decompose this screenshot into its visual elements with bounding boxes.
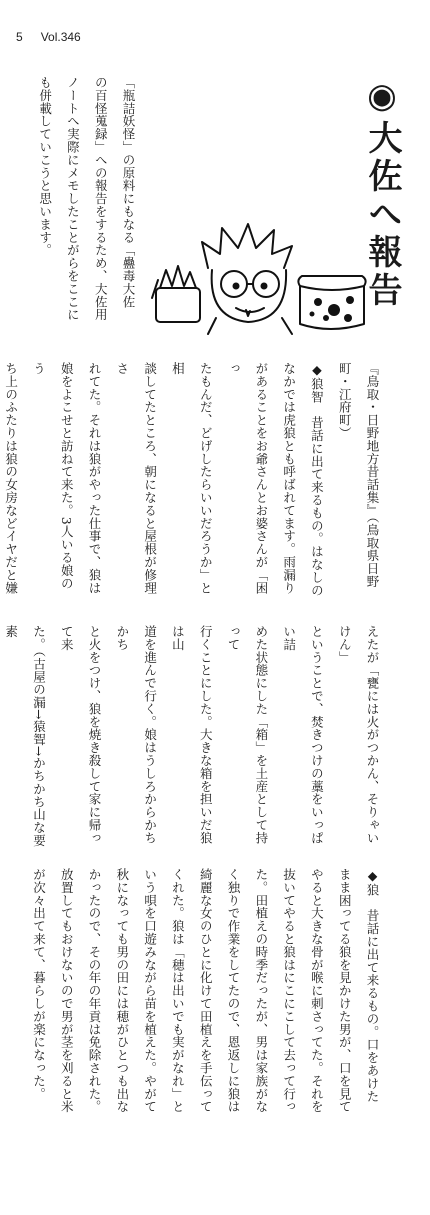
character-illustration <box>150 218 372 336</box>
volume-label: Vol.346 <box>40 30 81 44</box>
page-header <box>16 30 81 44</box>
body-text-row-1: 『鳥取・日野地方昔話集』（鳥取県日野町・江府町） ◆狼智 昔話に出て来るもの。はなしの なかでは虎狼とも呼ばれてます。雨漏り があることをお爺さんとお婆さんが「困っ たもんだ、どげしたらいいだろうか」と相 談してたところ、朝になると屋根が修理さ れてた。それは狼がやった仕事で、狼は 娘をよこせと訪ねて来た。3人いる娘のう ち上のふたりは狼の女房などイヤだと嫌 <box>3 362 380 597</box>
page-number: 5 <box>16 30 23 44</box>
body-text-row-2: えたが「甕には火がつかん、そりゃいけん」 ということで、焚きつけの藁をいっぱい詰 めた状態にした「箱」を土産として持って 行くことにした。大きな箱を担いだ狼は山 道を進んで行く。娘はうしろからかちかち と火をつけ、狼を焼き殺して家に帰って来 た。（古屋の漏→猿聟→かちかち山な要素 <box>3 625 380 847</box>
section-title: ◉大佐へ報告 <box>362 76 402 310</box>
intro-text: 「瓶詰妖怪」の原料にもなる「蠱毒大佐 の百怪蒐録」への報告をするため、大佐用 ノートへ実際にメモしたことがらをここに も併載していこうと思います。 <box>37 76 136 322</box>
body-text-row-3: ◆狼 昔話に出て来るもの。口をあけた まま困ってる狼を見かけた男が、口を見て やると大きな骨が喉に刺さってた。それを 抜いてやると狼はにこにこして去って行っ た。田植えの時季だったが、男は家族がな く独りで作業をしてたので、恩返しに狼は 綺麗な女のひとに化けて田植えを手伝って くれた。狼は「穂は出いでも実がなれ」と いう唄を口遊みながら苗を植えた。やがて 秋になっても男の田には穂がひとつも出な かったので、その年の年貢は免除された。 放置してもおけないので男が茎を刈ると米 が次々出て来て、暮らしが楽になった。 <box>31 868 380 1114</box>
